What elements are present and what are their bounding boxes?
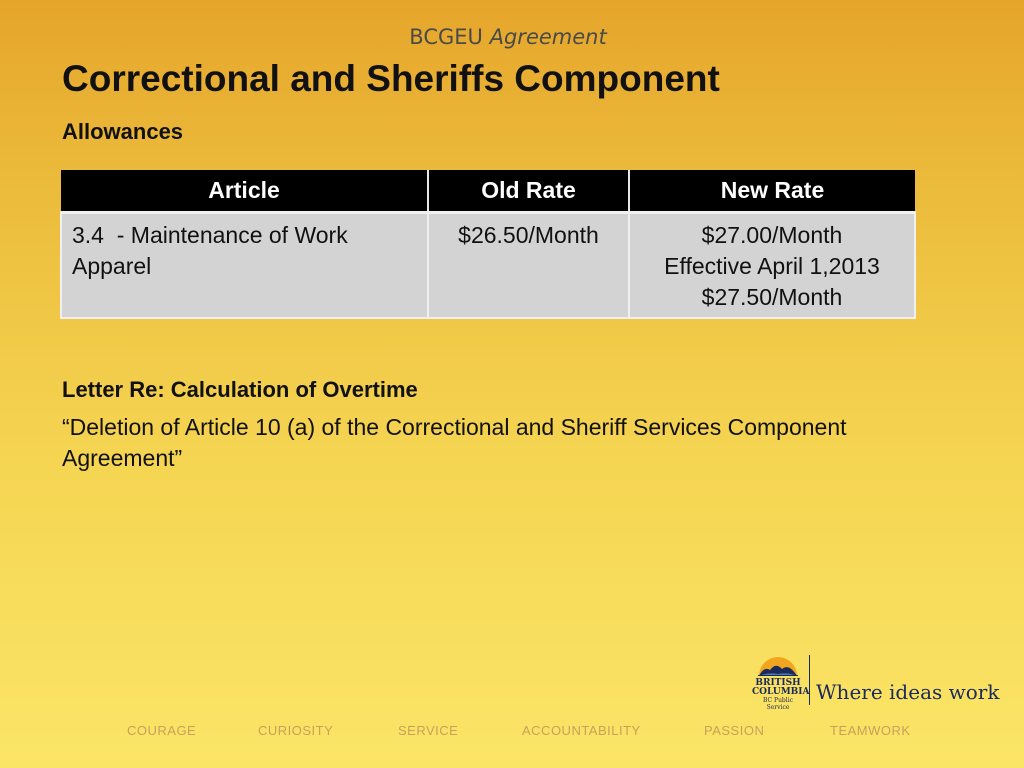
value-service: SERVICE [398, 723, 459, 738]
cell-old-rate [428, 213, 629, 319]
letter-title: Letter Re: Calculation of Overtime [62, 377, 418, 402]
column-header-article: Article [61, 170, 428, 213]
logo-text-public-service: BC Public Service [763, 697, 793, 711]
values-bar [0, 723, 1024, 741]
page-title: Correctional and Sheriffs Component [62, 58, 720, 99]
doc-word: Agreement [489, 25, 607, 49]
letter-body: “Deletion of Article 10 (a) of the Correctional and Sheriff Services Component Agreement” [62, 414, 847, 471]
article-line-1: 3.4 - Maintenance of Work [72, 222, 348, 248]
document-header [0, 25, 1016, 49]
column-header-new-rate: New Rate [629, 170, 915, 213]
old-rate-value: $26.50/Month [458, 222, 599, 248]
logo-tagline: Where ideas work [816, 680, 1000, 704]
column-header-old-rate: Old Rate [428, 170, 629, 213]
logo-text-british: BRITISH [755, 678, 801, 688]
table-header-row [61, 170, 915, 213]
cell-new-rate [629, 213, 915, 319]
allowances-table [60, 170, 916, 319]
logo-divider [809, 655, 810, 705]
section-subtitle: Allowances [62, 119, 184, 144]
value-courage: COURAGE [127, 723, 197, 738]
value-teamwork: TEAMWORK [830, 723, 911, 738]
logo-text-columbia: COLUMBIA [752, 687, 810, 697]
cell-article [61, 213, 428, 319]
new-rate-line-2: Effective April 1,2013 [664, 253, 880, 279]
new-rate-line-1: $27.00/Month [701, 222, 843, 248]
article-line-2: Apparel [72, 253, 152, 279]
new-rate-line-3: $27.50/Month [701, 284, 843, 310]
value-passion: PASSION [704, 723, 765, 738]
bc-public-service-logo [752, 652, 1000, 711]
value-accountability: ACCOUNTABILITY [522, 723, 641, 738]
value-curiosity: CURIOSITY [258, 723, 334, 738]
table-row [61, 213, 915, 319]
org-name: BCGEU [409, 25, 483, 49]
